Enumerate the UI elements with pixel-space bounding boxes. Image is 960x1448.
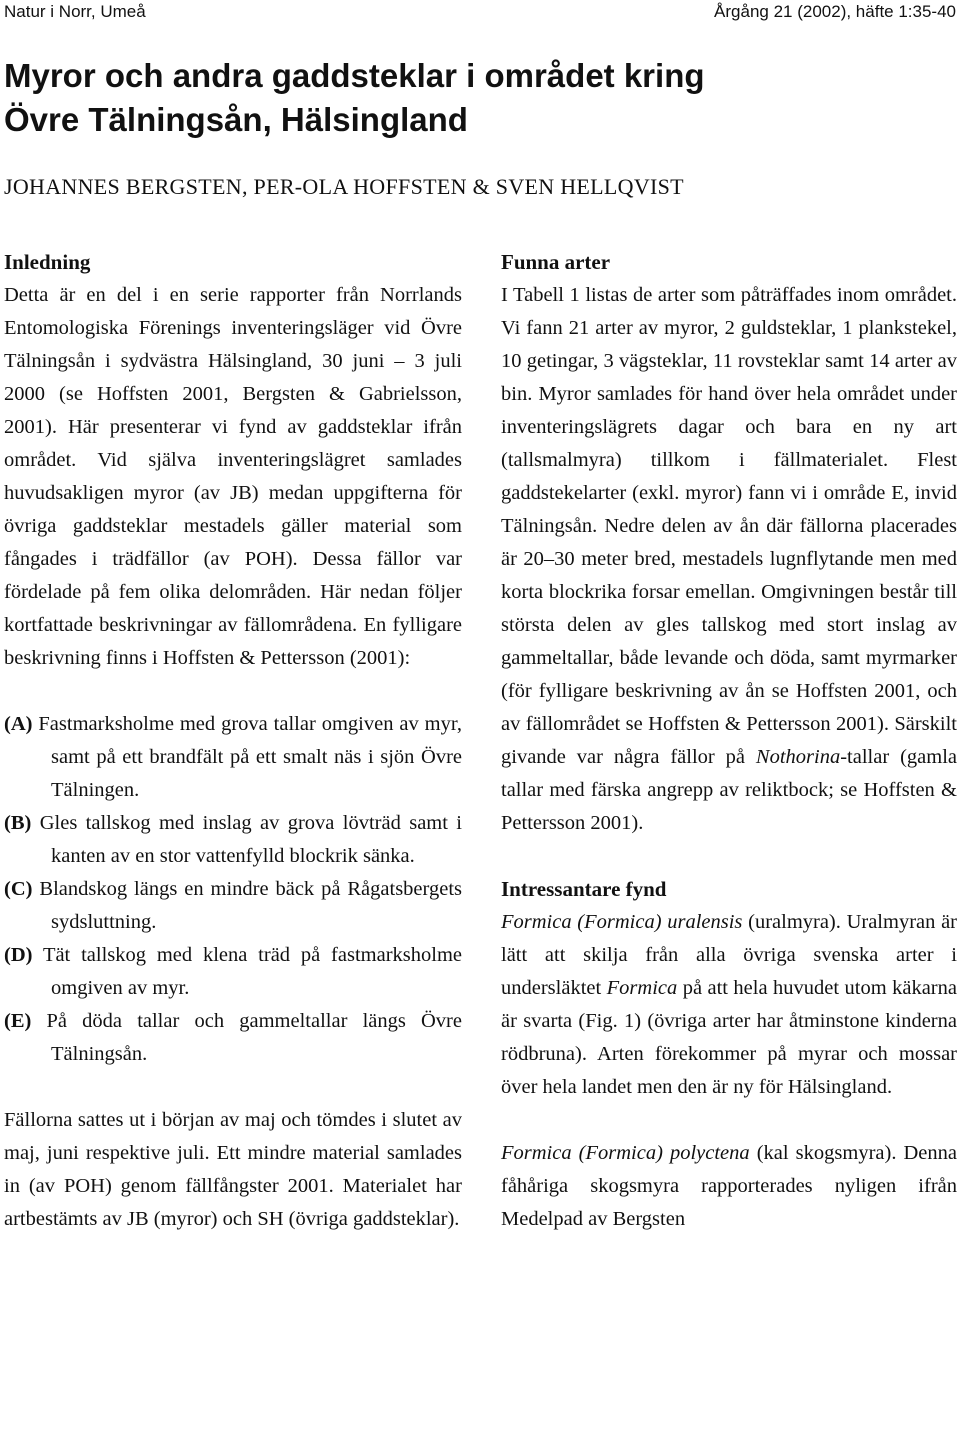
spacer [501,840,957,873]
species1-name: Formica (Formica) uralensis [501,911,743,933]
article-title [4,54,944,142]
title-line-1: Myror och andra gaddsteklar i området kring [4,57,705,94]
intro-heading: Inledning [4,250,91,274]
found-text-1: I Tabell 1 listas de arter som påträffades inom området. Vi fann 21 arter av myror, 2 guldsteklar, 1 plankstekel, 10 getingar, 3 vägsteklar, 11 rovsteklar samt 14 arter av bin. Myror samlades för hand över hela området under inventeringslägrets dagar och bara en ny art (tallsmalmyra) tillkom i fällmaterialet. Flest gaddstekelarter (exkl. myror) fann vi i område E, invid Tälningsån. Nedre delen av ån där fällorna placerades är 20–30 meter bred, mestadels lugnflytande men med korta blockrika forsar emellan. Omgivningen består till största delen av gles tallskog med stort inslag av gammeltallar, både levande och döda, samt myrmarker (för fylligare beskrivning av ån se Hoffsten 2001, och av fällområdet se Hoffsten & Pettersson 2001). Särskilt givande var några fällor på [501,284,957,768]
authors: JOHANNES BERGSTEN, PER-OLA HOFFSTEN & SVEN HELLQVIST [4,174,684,199]
species1-text-b: på att hela huvudet utom käkarna är svarta (Fig. 1) (övriga arter har åtminstone kinderna rödbruna). Arten förekommer på myrar och mossar över hela landet men den är ny för Hälsingland. [501,977,957,1098]
closing-paragraph: Fällorna sattes ut i början av maj och tömdes i slutet av maj, juni respektive juli. Ett mindre material samlades in (av POH) genom fällfångster 2001. Materialet har artbestämts av JB (myror) och SH (övriga gaddsteklar). [4,1109,462,1230]
issue-info: Årgång 21 (2002), häfte 1:35-40 [714,2,956,21]
page-header [4,0,956,28]
species2-name: Formica (Formica) polyctena [501,1142,750,1164]
area-text: På döda tallar och gammeltallar längs Övre Tälningsån. [46,1010,462,1065]
area-code: (C) [4,878,33,900]
area-item-c [4,873,462,939]
area-text: Blandskog längs en mindre bäck på Rågatsbergets sydsluttning. [39,878,463,933]
left-column [4,246,462,1236]
title-line-2: Övre Tälningsån, Hälsingland [4,101,468,138]
species2-paragraph [501,1137,957,1236]
spacer [4,1071,462,1104]
found-text-2: -tallar (gamla tallar med färska angrepp av reliktbock; se Hoffsten & Pettersson 2001). [501,746,957,834]
species1-paragraph [501,906,957,1104]
area-item-b [4,807,462,873]
spacer [501,1104,957,1137]
area-text: Fastmarksholme med grova tallar omgiven av myr, samt på ett brandfält på ett smalt näs i sjön Övre Tälningen. [38,713,462,801]
area-code: (A) [4,713,33,735]
interesting-heading: Intressantare fynd [501,877,667,901]
found-heading: Funna arter [501,250,611,274]
journal-name: Natur i Norr, Umeå [4,2,146,21]
species2-text: (kal skogsmyra). Denna fåhåriga skogsmyra rapporterades nyligen ifrån Medelpad av Bergsten [501,1142,958,1230]
found-italic: Nothorina [755,746,841,768]
area-code: (E) [4,1010,32,1032]
area-text: Tät tallskog med klena träd på fastmarksholme omgiven av myr. [42,944,462,999]
area-item-d [4,939,462,1005]
area-code: (D) [4,944,33,966]
area-item-a [4,708,462,807]
found-paragraph [501,279,957,840]
intro-paragraph: Detta är en del i en serie rapporter från Norrlands Entomologiska Förenings inventeringsläger vid Övre Tälningsån i sydvästra Hälsingland, 30 juni – 3 juli 2000 (se Hoffsten 2001, Bergsten & Gabrielsson, 2001). Här presenterar vi fynd av gaddsteklar ifrån området. Vid själva inventeringslägret samlades huvudsakligen myror (av JB) medan uppgifterna för övriga gaddsteklar mestadels gäller material som fångades i trädfällor (av POH). Dessa fällor var fördelade på fem olika delområden. Här nedan följer kortfattade beskrivningar av fällområdena. En fylligare beskrivning finns i Hoffsten & Pettersson (2001): [4,284,462,669]
species1-text-a: (uralmyra). Uralmyran är lätt att skilja från alla övriga svenska arter i undersläktet [501,911,957,999]
area-item-e [4,1005,462,1071]
area-code: (B) [4,812,32,834]
spacer [4,675,462,708]
area-text: Gles tallskog med inslag av grova lövträd samt i kanten av en stor vattenfylld blockrik sänka. [39,812,463,867]
species1-italic: Formica [606,977,678,999]
right-column [501,246,957,1236]
